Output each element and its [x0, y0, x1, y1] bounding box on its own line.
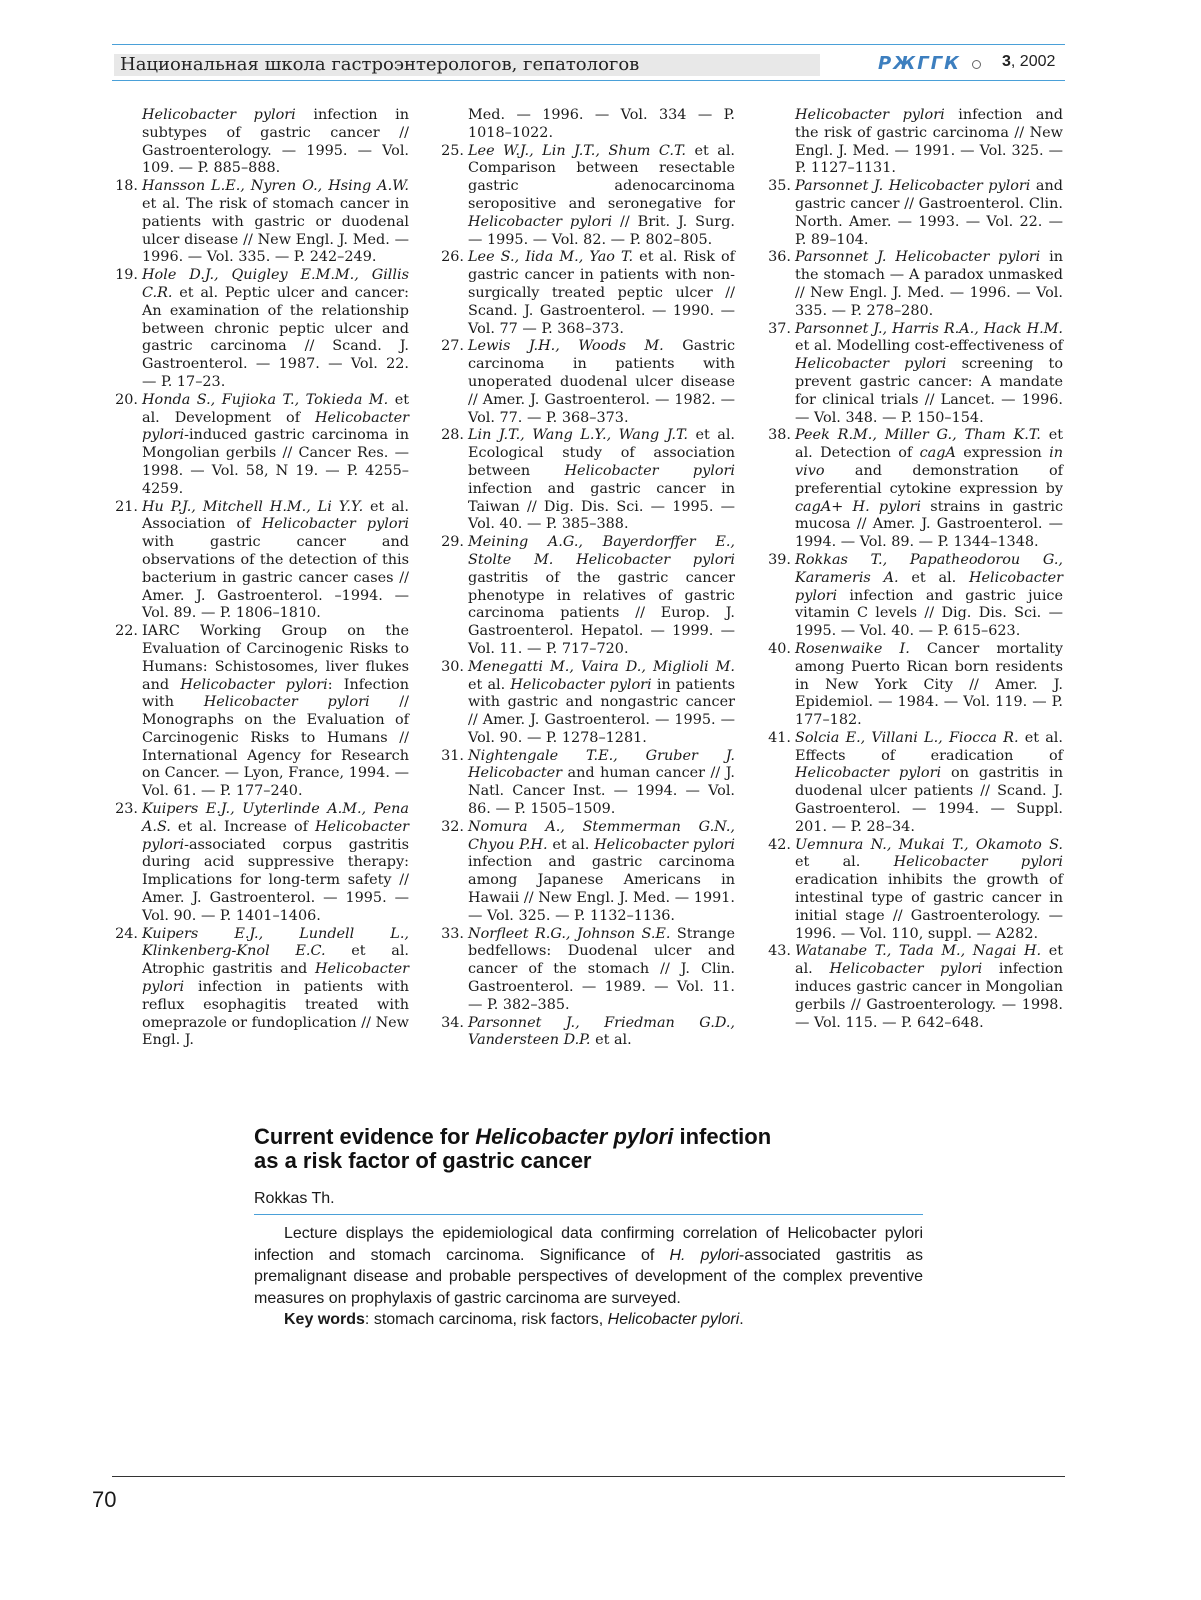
reference-text: et al.: [795, 854, 894, 871]
reference-text: Cancer mortality among Puerto Rican born residents in New York City // Amer. J. Epidemiol. — 1984. — Vol. 119. — P. 177–182.: [795, 640, 1063, 729]
reference-italic-text: Lee W.J., Lin J.T., Shum C.T.: [468, 142, 687, 159]
reference-italic-text: Parsonnet J., Harris R.A., Hack H.M.: [795, 320, 1063, 337]
reference-number: 29.: [441, 534, 464, 551]
reference-item: [112, 107, 409, 178]
reference-text: et al. Effects of eradication of: [795, 729, 1063, 764]
references-column-1: [112, 107, 409, 1050]
reference-item: [112, 178, 409, 267]
reference-italic-text: Helicobacter pylori: [261, 516, 409, 533]
reference-italic-text: Hansson L.E., Nyren O., Hsing A.W.: [142, 178, 409, 195]
reference-text: et al. Ecological study of association between: [468, 427, 735, 479]
reference-italic-text: Helicobacter pylori: [795, 569, 1064, 604]
reference-italic-text: cagA+ H. pylori: [795, 498, 922, 515]
reference-item: [765, 321, 1063, 428]
reference-italic-text: in vivo: [795, 445, 1063, 479]
reference-text: gastritis of the gastric cancer phenotype in relatives of gastric carcinoma patients // Europ. J. Gastroenterol. Hepatol. — 1999. — Vol. 11. — P. 717–720.: [468, 569, 735, 657]
abstract-title-part: infection: [673, 1124, 772, 1149]
reference-italic-text: Kuipers E.J., Lundell L., Klinkenberg-Knol E.C.: [142, 925, 409, 960]
abstract-keywords: [254, 1309, 923, 1331]
reference-number: 20.: [115, 391, 138, 408]
reference-italic-text: Helicobacter pylori: [203, 694, 370, 711]
reference-text: infection in subtypes of gastric cancer // Gastroenterology. — 1995. — Vol. 109. — P. 885–888.: [142, 107, 409, 177]
reference-italic-text: Helicobacter pylori: [795, 356, 947, 373]
reference-item: [112, 623, 409, 801]
reference-italic-text: Uemnura N., Mukai T., Okamoto S.: [795, 836, 1063, 853]
reference-text: and human cancer // J. Natl. Cancer Inst. — 1994. — Vol. 86. — P. 1505–1509.: [468, 765, 735, 818]
reference-item: [765, 107, 1063, 178]
reference-text: infection and the risk of gastric carcinoma // New Engl. J. Med. — 1991. — Vol. 325. — P. 1127–1131.: [795, 107, 1063, 177]
keywords-species: Helicobacter pylori: [607, 1311, 740, 1329]
reference-number: 38.: [768, 427, 791, 444]
reference-text: et al. Atrophic gastritis and: [142, 943, 409, 978]
reference-number: 31.: [441, 747, 464, 764]
issue-year: , 2002: [1010, 53, 1056, 70]
reference-italic-text: Rosenwaike I.: [795, 640, 910, 657]
reference-text: IARC Working Group on the Evaluation of Carcinogenic Risks to Humans: Schistosomes, liver flukes and: [142, 623, 409, 693]
abstract-text-part: -associated gastritis as premalignant disease and probable perspectives of development of the complex preventive measures on prophylaxis of gastric carcinoma are surveyed.: [254, 1246, 924, 1307]
reference-text: in the stomach — A paradox unmasked // New Engl. J. Med. — 1996. — Vol. 335. — P. 278–280.: [795, 249, 1063, 319]
reference-number: 30.: [441, 658, 464, 675]
reference-text: Med. — 1996. — Vol. 334 — P. 1018–1022.: [468, 107, 735, 141]
abstract-text-part: Lecture displays the epidemiological data confirming correlation of Helicobacter pylori infection and stomach carcinoma. Significance of: [254, 1225, 923, 1264]
reference-italic-text: Meining A.G., Bayerdorffer E., Stolte M. Helicobacter pylori: [468, 534, 735, 568]
reference-item: [112, 392, 409, 499]
reference-text: et al. Detection of: [795, 427, 1064, 462]
reference-text: et al. Increase of: [170, 818, 315, 835]
reference-text: Gastric carcinoma in patients with unoperated duodenal ulcer disease // Amer. J. Gastroenterol. — 1982. — Vol. 77. — P. 368–373.: [468, 338, 735, 426]
reference-text: and demonstration of preferential cytokine expression by: [795, 462, 1063, 497]
reference-italic-text: Helicobacter pylori: [594, 836, 735, 853]
reference-italic-text: Hu P.J., Mitchell H.M., Li Y.Y.: [142, 498, 364, 515]
reference-number: 28.: [441, 427, 464, 444]
reference-number: 19.: [115, 267, 138, 284]
abstract-divider: [254, 1214, 923, 1215]
reference-text: infection and gastric cancer in Taiwan // Dig. Dis. Sci. — 1995. — Vol. 40. — P. 385–388.: [468, 480, 735, 533]
reference-italic-text: Helicobacter pylori: [893, 854, 1063, 871]
page-number: 70: [92, 1487, 117, 1512]
reference-italic-text: Helicobacter pylori: [795, 765, 942, 782]
issue-number: 3: [1002, 53, 1011, 70]
reference-italic-text: Lin J.T., Wang L.Y., Wang J.T.: [468, 427, 689, 444]
reference-italic-text: Helicobacter pylori: [142, 818, 409, 853]
english-abstract: [254, 1125, 923, 1331]
running-header-title: Национальная школа гастроэнтерологов, гепатологов: [114, 54, 820, 76]
reference-italic-text: Honda S., Fujioka T., Tokieda M.: [142, 391, 389, 408]
reference-text: et al. Risk of gastric cancer in patients with non-surgically treated peptic ulcer // Scand. J. Gastroenterol. — 1990. — Vol. 77 — P. 368–373.: [468, 249, 735, 337]
abstract-text: [254, 1223, 923, 1309]
reference-text: screening to prevent gastric cancer: A mandate for clinical trials // Lancet. — 1996. — Vol. 348. — P. 150–154.: [795, 356, 1063, 426]
keywords-end: .: [739, 1311, 744, 1329]
reference-text: infection and gastric carcinoma among Japanese Americans in Hawaii // New Engl. J. Med. — 1991. — Vol. 325. — P. 1132–1136.: [468, 854, 735, 924]
reference-number: 43.: [768, 943, 791, 960]
reference-item: [112, 267, 409, 392]
reference-text: et al. The risk of stomach cancer in patients with gastric or duodenal ulcer disease // New Engl. J. Med. — 1996. — Vol. 335. — P. 242–249.: [142, 195, 409, 266]
reference-item: [765, 641, 1063, 730]
reference-number: 22.: [115, 623, 138, 640]
reference-italic-text: Lee S., Iida M., Yao T.: [468, 249, 634, 266]
reference-item: [438, 748, 735, 819]
reference-text: et al. Association of: [142, 498, 409, 533]
reference-text: in patients with gastric and nongastric cancer // Amer. J. Gastroenterol. — 1995. — Vol. 90. — P. 1278–1281.: [468, 676, 735, 746]
abstract-title-line2: as a risk factor of gastric cancer: [254, 1148, 592, 1173]
reference-item: [765, 837, 1063, 944]
reference-text: et al.: [590, 1032, 632, 1049]
header-bullet-icon: [972, 60, 981, 69]
reference-item: [438, 143, 735, 250]
reference-item: [438, 1015, 735, 1051]
reference-text: -associated corpus gastritis during acid suppressive therapy: Implications for long-term safety // Amer. J. Gastroenterol. — 1995. — Vol. 90. — P. 1401–1406.: [142, 836, 409, 924]
reference-italic-text: Helicobacter pylori: [142, 409, 409, 444]
reference-number: 27.: [441, 338, 464, 355]
header-top-rule: [112, 44, 1065, 45]
reference-item: [765, 552, 1063, 641]
reference-italic-text: Helicobacter pylori: [180, 676, 328, 693]
reference-text: eradication inhibits the growth of intestinal type of gastric cancer in initial stage // Gastroenterology. — 1996. — Vol. 110, suppl. — A282.: [795, 872, 1063, 942]
reference-text: et al.: [795, 943, 1063, 978]
reference-item: [112, 801, 409, 926]
reference-italic-text: Hole D.J., Quigley E.M.M., Gillis C.R.: [142, 267, 409, 301]
reference-italic-text: cagA: [919, 445, 956, 462]
reference-text: infection induces gastric cancer in Mongolian gerbils // Gastroenterology. — 1998. — Vol. 115. — P. 642–648.: [795, 961, 1063, 1031]
reference-text: et al.: [547, 836, 595, 853]
reference-italic-text: Parsonnet J., Friedman G.D., Vandersteen D.P.: [468, 1014, 735, 1049]
reference-italic-text: Lewis J.H., Woods M.: [468, 338, 664, 355]
reference-item: [438, 534, 735, 659]
footer-rule: [112, 1476, 1065, 1477]
reference-text: Strange bedfellows: Duodenal ulcer and cancer of the stomach // J. Clin. Gastroenterol. — 1989. — Vol. 11. — P. 382–385.: [468, 925, 735, 1013]
reference-number: 21.: [115, 498, 138, 515]
abstract-author: Rokkas Th.: [254, 1190, 335, 1207]
reference-number: 42.: [768, 836, 791, 853]
reference-item: [438, 107, 735, 143]
reference-text: et al. Modelling cost-effectiveness of: [795, 338, 1063, 355]
reference-italic-text: Watanabe T., Tada M., Nagai H.: [795, 943, 1042, 960]
reference-italic-text: Parsonnet J. Helicobacter pylori: [795, 249, 1041, 266]
reference-item: [438, 659, 735, 748]
references-column-3: [765, 107, 1063, 1032]
reference-italic-text: Parsonnet J. Helicobacter pylori: [795, 178, 1031, 195]
reference-item: [438, 819, 735, 926]
reference-italic-text: Nightengale T.E., Gruber J. Helicobacter: [468, 747, 735, 782]
reference-text: et al.: [468, 676, 511, 693]
reference-italic-text: Menegatti M., Vaira D., Miglioli M.: [468, 658, 735, 675]
reference-number: 36.: [768, 249, 791, 266]
reference-italic-text: Helicobacter pylori: [564, 462, 735, 479]
reference-text: et al. Peptic ulcer and cancer: An examination of the relationship between chronic peptic ulcer and gastric carcinoma // Scand. J. Gastroenterol. — 1987. — Vol. 22. — P. 17–23.: [142, 284, 409, 390]
reference-text: et al. Development of: [142, 391, 410, 426]
reference-italic-text: Helicobacter pylori: [142, 961, 409, 996]
references-column-2: [438, 107, 735, 1050]
reference-text: infection and gastric juice vitamin C levels // Dig. Dis. Sci. — 1995. — Vol. 40. — P. 615–623.: [795, 587, 1063, 640]
reference-item: [438, 926, 735, 1015]
reference-number: 40.: [768, 640, 791, 657]
reference-text: // Brit. J. Surg. — 1995. — Vol. 82. — P. 802–805.: [468, 213, 735, 248]
reference-text: expression: [955, 445, 1050, 462]
header-bottom-rule: [112, 80, 1065, 81]
reference-text: and gastric cancer // Gastroenterol. Clin. North. Amer. — 1993. — Vol. 22. — P. 89–104.: [795, 178, 1063, 248]
reference-italic-text: Helicobacter pylori: [795, 107, 945, 123]
reference-item: [765, 730, 1063, 837]
reference-italic-text: Helicobacter pylori: [829, 961, 983, 978]
reference-number: 41.: [768, 729, 791, 746]
keywords-label: Key words: [284, 1311, 365, 1329]
keywords-text: : stomach carcinoma, risk factors,: [364, 1311, 608, 1329]
reference-item: [765, 943, 1063, 1032]
reference-text: infection in patients with reflux esophagitis treated with omeprazole or fundoplication // New Engl. J.: [142, 979, 409, 1049]
reference-number: 39.: [768, 551, 791, 568]
reference-number: 23.: [115, 801, 138, 818]
abstract-title-species: Helicobacter pylori: [475, 1124, 674, 1149]
reference-number: 18.: [115, 178, 138, 195]
abstract-title-part: Current evidence for: [254, 1124, 476, 1149]
reference-text: : Infection with: [142, 676, 409, 711]
reference-text: with gastric cancer and observations of the detection of this bacterium in gastric cancer cases // Amer. J. Gastroenterol. –1994. — Vol. 89. — P. 1806–1810.: [142, 534, 409, 622]
reference-italic-text: Solcia E., Villani L., Fiocca R.: [795, 729, 1019, 746]
reference-item: [438, 338, 735, 427]
reference-italic-text: Helicobacter pylori: [468, 213, 613, 230]
reference-number: 32.: [441, 818, 464, 835]
reference-item: [765, 178, 1063, 249]
reference-italic-text: Norfleet R.G., Johnson S.E.: [468, 925, 671, 942]
reference-italic-text: Peek R.M., Miller G., Tham K.T.: [795, 427, 1041, 444]
reference-italic-text: Helicobacter pylori: [510, 676, 652, 693]
reference-italic-text: Nomura A., Stemmerman G.N., Chyou P.H.: [468, 818, 735, 853]
reference-item: [438, 249, 735, 338]
reference-item: [765, 427, 1063, 552]
reference-italic-text: Kuipers E.J., Uyterlinde A.M., Pena A.S.: [142, 801, 409, 835]
reference-number: 34.: [441, 1014, 464, 1031]
reference-text: -induced gastric carcinoma in Mongolian gerbils // Cancer Res. — 1998. — Vol. 58, N 19. — P. 4255–4259.: [142, 427, 409, 497]
reference-item: [112, 499, 409, 624]
abstract-title: [254, 1125, 923, 1173]
reference-item: [765, 249, 1063, 320]
reference-number: 35.: [768, 178, 791, 195]
reference-item: [438, 427, 735, 534]
reference-number: 33.: [441, 925, 464, 942]
reference-text: strains in gastric mucosa // Amer. J. Gastroenterol. — 1994. — Vol. 89. — P. 1344–1348.: [795, 498, 1063, 551]
reference-number: 24.: [115, 925, 138, 942]
reference-text: et al.: [898, 569, 969, 586]
abstract-text-species: H. pylori: [669, 1246, 739, 1264]
reference-text: on gastritis in duodenal ulcer patients // Scand. J. Gastroenterol. — 1994. — Suppl. 201. — P. 28–34.: [795, 765, 1063, 835]
journal-logo: РЖГГК: [878, 53, 961, 74]
issue-label: [1002, 53, 1055, 71]
reference-italic-text: Helicobacter pylori: [142, 107, 296, 123]
reference-text: // Monographs on the Evaluation of Carcinogenic Risks to Humans // International Agency for Research on Cancer. — Lyon, France, 1994. — Vol. 61. — P. 177–240.: [142, 694, 409, 800]
reference-text: et al. Comparison between resectable gastric adenocarcinoma seropositive and seronegative for: [468, 142, 735, 212]
reference-number: 26.: [441, 249, 464, 266]
reference-item: [112, 926, 409, 1051]
reference-number: 25.: [441, 142, 464, 159]
reference-italic-text: Rokkas T., Papatheodorou G., Karameris A.: [795, 551, 1063, 586]
reference-number: 37.: [768, 320, 791, 337]
